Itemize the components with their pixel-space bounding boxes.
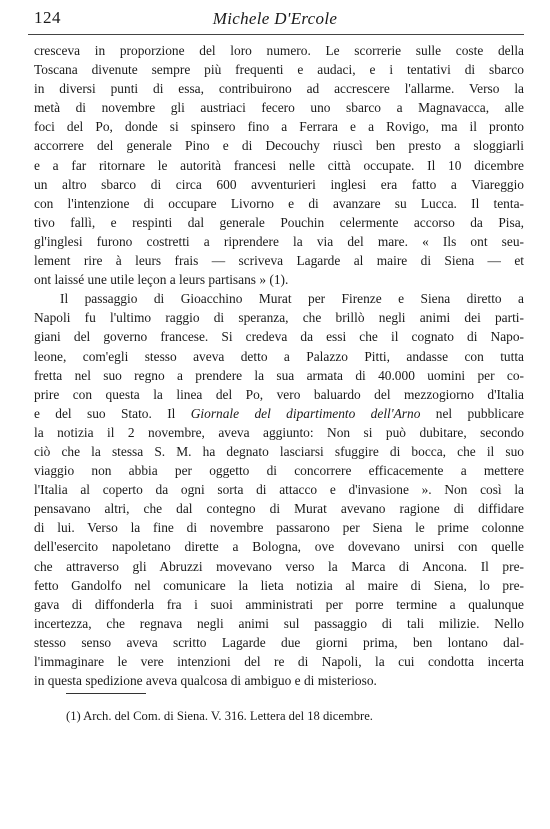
newspaper-title: Giornale del dipartimento dell'Arno xyxy=(190,405,421,421)
footnote: (1) Arch. del Com. di Siena. V. 316. Lettera del 18 dicembre. xyxy=(66,709,373,723)
text-line: dell'esercito napoletano dirette a Bologna, ove dovevano unirsi con quelle xyxy=(34,539,524,555)
text-segment: e del suo Stato. Il xyxy=(34,405,191,421)
text-line: foci del Po, donde si spinsero fino a Ferrara e a Rovigo, ma il pronto xyxy=(34,119,524,135)
text-line: in questa spedizione aveva qualcosa di ambiguo e di misterioso. xyxy=(34,673,377,689)
text-line-with-italic xyxy=(34,404,524,423)
footnote-rule xyxy=(66,693,146,694)
text-line: l'Italia al coperto da ogni sorta di attacco e d'invasione ». Non così la xyxy=(34,482,524,498)
text-line: che attraverso gli Abruzzi movevano verso la Marca di Ancona. Il pre- xyxy=(34,558,524,574)
text-line: la notizia il 2 novembre, aveva aggiunto: Non si può dubitare, secondo xyxy=(34,424,524,440)
text-line: metà di novembre gli austriaci fecero uno sbarco a Magnavacca, alle xyxy=(34,100,524,116)
text-line: tivo fallì, e respinti dal generale Pouchin celermente accorso da Pisa, xyxy=(34,214,524,230)
page-header xyxy=(0,8,550,32)
text-segment: nel pubblicare xyxy=(420,405,524,421)
text-line: incertezza, che regnava negli animi sul passaggio di tali milizie. Nello xyxy=(34,615,524,631)
page-number: 124 xyxy=(34,8,61,27)
text-line: e a far ritornare le autorità francesi nelle città occupate. Il 10 dicembre xyxy=(34,157,524,173)
header-rule xyxy=(28,34,524,35)
text-line: ciò che la stessa S. M. ha degnato lasciarsi sfuggire di bocca, che il suo xyxy=(34,443,524,459)
text-line: prire con questa la linea del Po, vero baluardo del mezzogiorno d'Italia xyxy=(34,386,524,402)
text-line: ont laissé une utile leçon a leurs partisans » (1). xyxy=(34,272,289,288)
text-line: lement rire à leurs frais — scriveva Lagarde al maire di Siena — et xyxy=(34,253,524,269)
text-line: cresceva in proporzione del loro numero. Le scorrerie sulle coste della xyxy=(34,43,524,58)
text-line: viaggio non abbia per oggetto di concorrere efficacemente a mettere xyxy=(34,463,524,479)
text-line: Toscana divenute sempre più frequenti e audaci, e i tentativi di sbarco xyxy=(34,62,524,78)
text-line: accorrere del generale Pino e di Decouchy riuscì ben presto a sloggiarli xyxy=(34,138,524,154)
text-line: Il passaggio di Gioacchino Murat per Firenze e Siena diretto a xyxy=(60,291,524,307)
text-line: l'immaginare le vere intenzioni del re di Napoli, la cui condotta incerta xyxy=(34,654,524,669)
text-line: con l'intenzione di occupare Livorno e di avanzare su Lucca. Il tenta- xyxy=(34,195,524,211)
paragraph-1 xyxy=(34,41,524,289)
text-line: fretta nel suo regno a prendere la sua armata di 40.000 uomini per co- xyxy=(34,367,524,383)
text-line: un altro sbarco di circa 600 avventurieri inglesi era fatto a Viareggio xyxy=(34,176,524,192)
text-line: fetto Gandolfo nel comunicare la lieta notizia al maire di Siena, lo pre- xyxy=(34,577,524,593)
text-line: leone, com'egli stesso aveva detto a Palazzo Pitti, andasse con tutta xyxy=(34,348,524,364)
text-line: gava di diffonderla fra i suoi amministrati per porre termine a qualunque xyxy=(34,596,524,612)
body-text xyxy=(34,41,524,690)
text-line: pensavano altri, che dal contegno di Murat avevano ragione di diffidare xyxy=(34,501,524,517)
text-line: in diversi punti di essa, contribuirono ad accrescere l'allarme. Verso la xyxy=(34,81,524,97)
text-line: gl'inglesi furono costretti a riprendere la via del mare. « Ils ont seu- xyxy=(34,233,524,249)
text-line: giani del governo francese. Si credeva da essi che il cognato di Napo- xyxy=(34,329,524,345)
running-head: Michele D'Ercole xyxy=(212,9,338,28)
text-line: Napoli fu l'ultimo raggio di speranza, che brillò negli animi dei parti- xyxy=(34,310,524,326)
text-line: di lui. Verso la fine di novembre passarono per Siena le prime colonne xyxy=(34,520,524,536)
text-line: stesso senso aveva scritto Lagarde due giorni prima, ben lontano dal- xyxy=(34,634,524,650)
paragraph-2 xyxy=(34,289,524,690)
